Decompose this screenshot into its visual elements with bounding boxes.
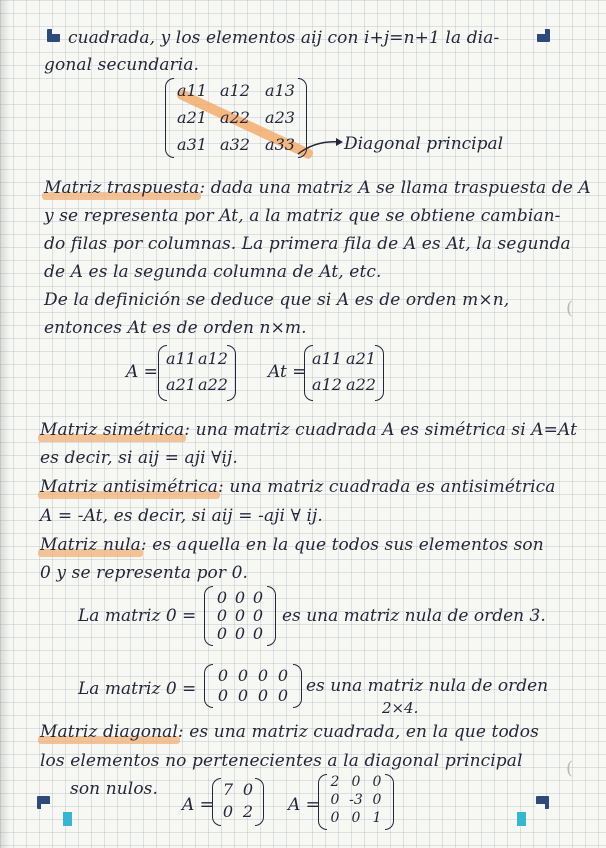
matrix-cell: 0 bbox=[234, 624, 246, 643]
tape-strip-left bbox=[63, 812, 72, 826]
text-line: y se representa por At, a la matriz que se obtiene cambian- bbox=[44, 206, 561, 226]
definition-line: Matriz traspuesta: dada una matriz A se llama traspuesta de A bbox=[44, 178, 591, 198]
matrix-cell: 0 bbox=[234, 588, 246, 607]
matrix-cell: a11 bbox=[177, 81, 207, 100]
matrix-label: A = bbox=[182, 795, 214, 815]
text-line: De la definición se deduce que si A es de orden m×n, bbox=[44, 290, 510, 310]
matrix-cell: 0 bbox=[216, 624, 228, 643]
matrix-At bbox=[304, 345, 384, 401]
example-text: es una matriz nula de orden 3. bbox=[282, 606, 546, 626]
matrix-cell: 0 bbox=[222, 802, 234, 821]
arrow-icon bbox=[296, 136, 348, 158]
definition-line: Matriz antisimétrica: una matriz cuadrada es antisimétrica bbox=[40, 477, 556, 497]
matrix-cell: 0 bbox=[252, 588, 264, 607]
matrix-cell: 1 bbox=[372, 810, 382, 826]
matrix-cell: a21 bbox=[166, 375, 196, 394]
matrix-label: A = bbox=[288, 795, 320, 815]
matrix-cell: a21 bbox=[346, 349, 376, 368]
text-line: es decir, si aij = aji ∀ij. bbox=[40, 448, 238, 468]
matrix-cell: a13 bbox=[265, 81, 295, 100]
matrix-zero-2x4 bbox=[204, 664, 302, 708]
corner-mark-bottom-left bbox=[37, 796, 50, 809]
margin-mark: ( bbox=[566, 298, 574, 319]
text-line: cuadrada, y los elementos aij con i+j=n+1 la dia- bbox=[68, 28, 500, 48]
matrix-cell: 7 bbox=[222, 780, 234, 799]
term-antisimetrica: Matriz antisimétrica bbox=[40, 477, 219, 497]
example-label: La matriz 0 = bbox=[78, 679, 197, 699]
definition-line: Matriz diagonal: es una matriz cuadrada, en la que todos bbox=[40, 722, 539, 742]
term-simetrica: Matriz simétrica bbox=[40, 420, 185, 440]
matrix-cell: a22 bbox=[346, 375, 376, 394]
text-line: A = -At, es decir, si aij = -aji ∀ ij. bbox=[40, 506, 323, 526]
term-diagonal: Matriz diagonal bbox=[40, 722, 178, 742]
matrix-A bbox=[158, 345, 236, 401]
corner-mark-top-right bbox=[537, 29, 550, 42]
text-line: gonal secundaria. bbox=[44, 55, 200, 75]
text-line: los elementos no pertenecientes a la diagonal principal bbox=[40, 751, 523, 771]
term-traspuesta: Matriz traspuesta bbox=[44, 178, 200, 198]
matrix-cell: 0 bbox=[216, 588, 228, 607]
matrix-cell: 0 bbox=[372, 774, 382, 790]
corner-mark-top-left bbox=[47, 29, 60, 42]
matrix-cell: a12 bbox=[220, 81, 250, 100]
matrix-cell: 0 bbox=[217, 686, 229, 705]
matrix-cell: 0 bbox=[252, 606, 264, 625]
matrix-cell: a33 bbox=[265, 135, 295, 154]
matrix-label: A = bbox=[126, 362, 158, 382]
matrix-cell: 0 bbox=[242, 780, 254, 799]
matrix-cell: a21 bbox=[177, 108, 207, 127]
text-line: de A es la segunda columna de At, etc. bbox=[44, 262, 382, 282]
matrix-cell: a11 bbox=[312, 349, 342, 368]
arrow-label: Diagonal principal bbox=[344, 134, 504, 154]
matrix-cell: a32 bbox=[220, 135, 250, 154]
matrix-cell: 0 bbox=[277, 666, 289, 685]
matrix-cell: 0 bbox=[330, 810, 340, 826]
text-line: son nulos. bbox=[70, 779, 159, 799]
matrix-cell: a23 bbox=[265, 108, 295, 127]
matrix-cell: 0 bbox=[252, 624, 264, 643]
matrix-cell: 0 bbox=[217, 666, 229, 685]
margin-mark: ( bbox=[566, 758, 574, 779]
term-nula: Matriz nula bbox=[40, 535, 141, 555]
matrix-cell: a22 bbox=[198, 375, 228, 394]
text-line: do filas por columnas. La primera fila de A es At, la segunda bbox=[44, 234, 571, 254]
matrix-cell: 0 bbox=[257, 686, 269, 705]
matrix-cell: 0 bbox=[237, 686, 249, 705]
matrix-zero-3x3 bbox=[204, 586, 276, 646]
matrix-cell: 0 bbox=[351, 810, 361, 826]
definition-line: Matriz nula: es aquella en la que todos sus elementos son bbox=[40, 535, 544, 555]
matrix-diagonal-3x3 bbox=[318, 774, 394, 830]
example-order: 2×4. bbox=[382, 699, 419, 717]
matrix-cell: a31 bbox=[177, 135, 207, 154]
corner-mark-bottom-right bbox=[536, 796, 549, 809]
matrix-cell: 0 bbox=[277, 686, 289, 705]
matrix-cell: -3 bbox=[349, 792, 363, 808]
matrix-cell: 2 bbox=[242, 802, 254, 821]
example-label: La matriz 0 = bbox=[78, 606, 197, 626]
text-line: entonces At es de orden n×m. bbox=[44, 318, 307, 338]
example-text: es una matriz nula de orden bbox=[306, 676, 549, 696]
matrix-cell: 2 bbox=[330, 774, 340, 790]
matrix-cell: a11 bbox=[166, 349, 196, 368]
matrix-cell: 0 bbox=[234, 606, 246, 625]
matrix-label: At = bbox=[268, 362, 307, 382]
binding-shadow bbox=[0, 0, 10, 848]
tape-strip-right bbox=[517, 812, 526, 826]
matrix-cell: 0 bbox=[372, 792, 382, 808]
matrix-cell: 0 bbox=[330, 792, 340, 808]
matrix-3x3 bbox=[165, 78, 307, 158]
matrix-cell: 0 bbox=[351, 774, 361, 790]
matrix-cell: a22 bbox=[220, 108, 250, 127]
matrix-cell: 0 bbox=[237, 666, 249, 685]
matrix-cell: 0 bbox=[216, 606, 228, 625]
definition-line: Matriz simétrica: una matriz cuadrada A es simétrica si A=At bbox=[40, 420, 578, 440]
matrix-diagonal-2x2 bbox=[212, 778, 264, 826]
matrix-cell: 0 bbox=[257, 666, 269, 685]
matrix-cell: a12 bbox=[312, 375, 342, 394]
matrix-cell: a12 bbox=[198, 349, 228, 368]
text-line: 0 y se representa por 0. bbox=[40, 563, 249, 583]
